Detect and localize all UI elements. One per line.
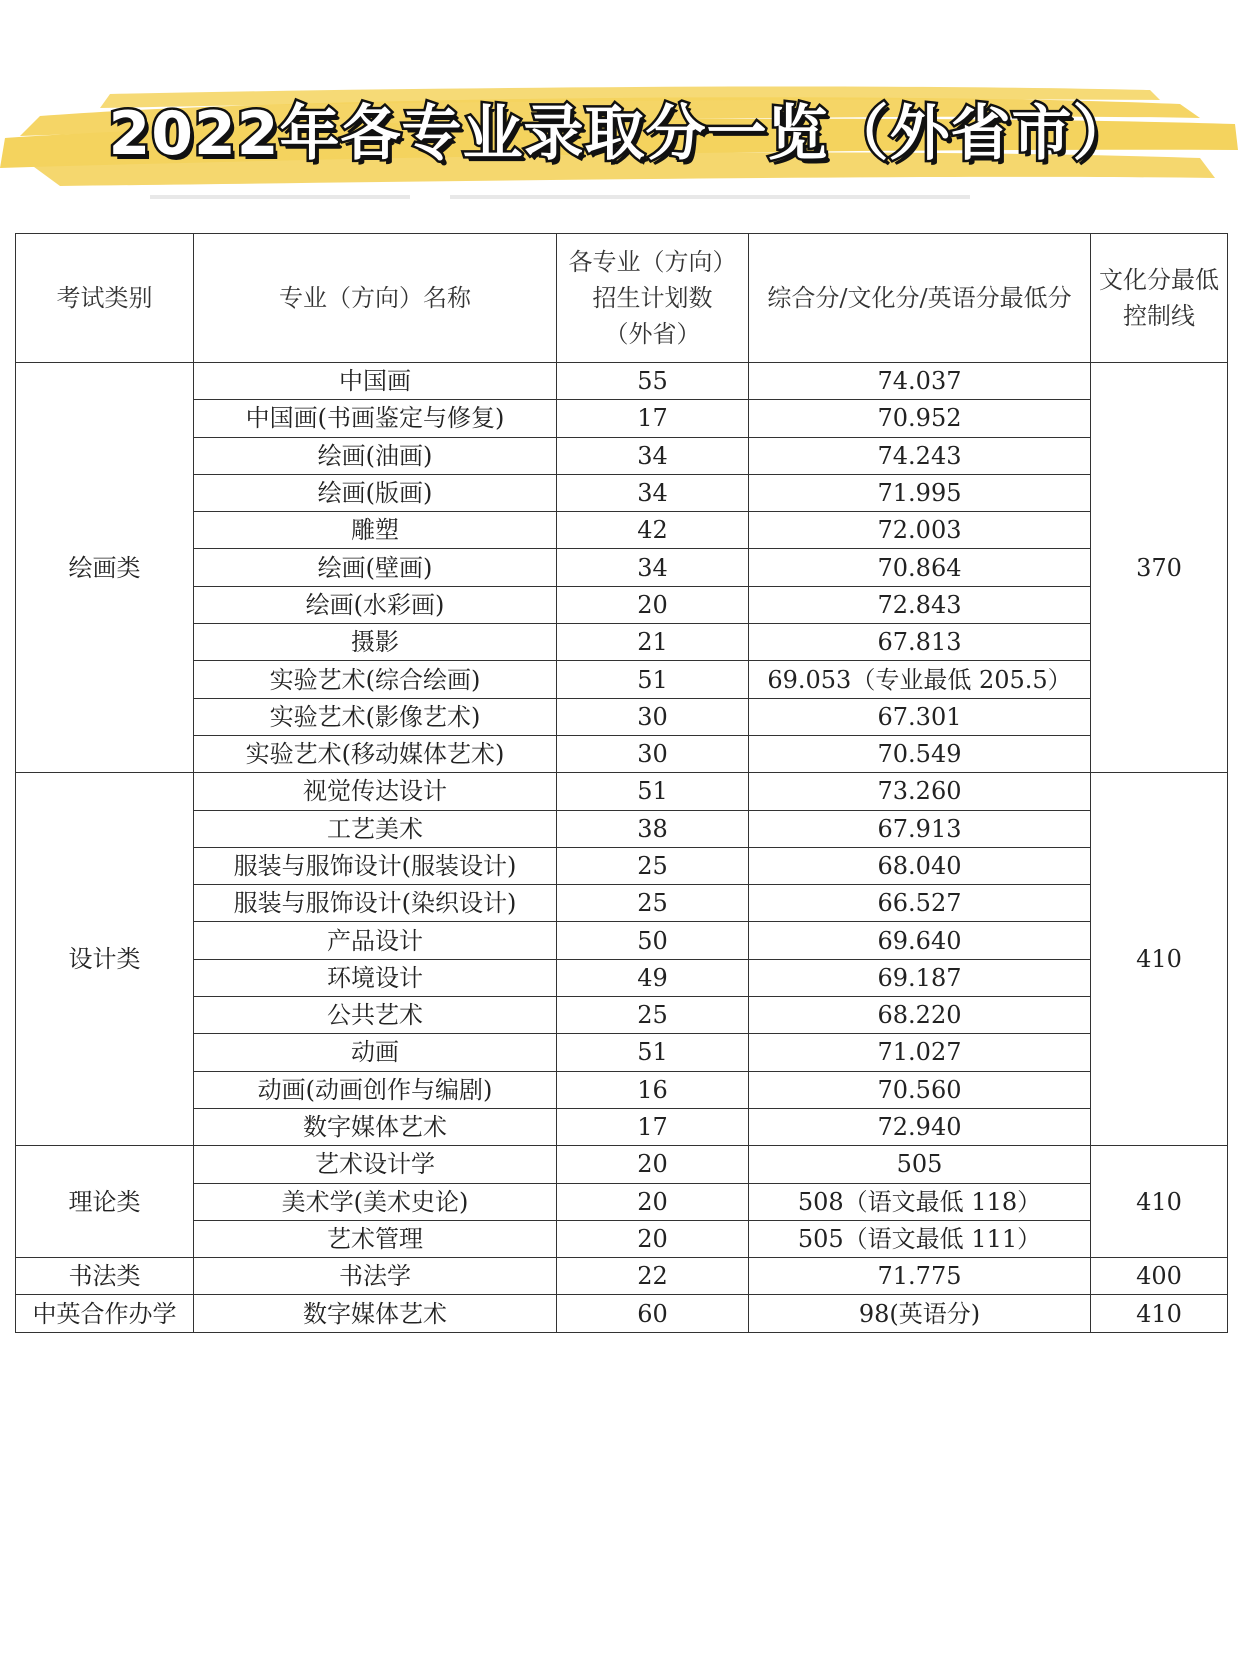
admission-score-table [15, 233, 1228, 1333]
major-cell: 雕塑 [194, 512, 557, 549]
control-line-cell: 410 [1091, 1295, 1228, 1332]
major-cell: 绘画(版画) [194, 474, 557, 511]
plan-cell: 17 [557, 1108, 749, 1145]
table-row [16, 363, 1228, 400]
table-row [16, 922, 1228, 959]
category-cell: 书法类 [16, 1258, 194, 1295]
score-cell: 68.220 [749, 997, 1091, 1034]
score-cell: 70.549 [749, 735, 1091, 772]
category-cell: 中英合作办学 [16, 1295, 194, 1332]
major-cell: 中国画 [194, 363, 557, 400]
control-line-cell: 410 [1091, 1146, 1228, 1258]
table-row [16, 1258, 1228, 1295]
score-cell: 68.040 [749, 847, 1091, 884]
major-cell: 动画 [194, 1034, 557, 1071]
major-cell: 服装与服饰设计(服装设计) [194, 847, 557, 884]
major-cell: 艺术设计学 [194, 1146, 557, 1183]
plan-cell: 60 [557, 1295, 749, 1332]
score-cell: 74.037 [749, 363, 1091, 400]
header-plan: 各专业（方向） 招生计划数 （外省） [557, 234, 749, 363]
major-cell: 视觉传达设计 [194, 773, 557, 810]
plan-cell: 51 [557, 773, 749, 810]
table-row [16, 810, 1228, 847]
plan-cell: 22 [557, 1258, 749, 1295]
major-cell: 数字媒体艺术 [194, 1295, 557, 1332]
score-cell: 69.187 [749, 959, 1091, 996]
header-control: 文化分最低 控制线 [1091, 234, 1228, 363]
plan-cell: 49 [557, 959, 749, 996]
plan-cell: 55 [557, 363, 749, 400]
major-cell: 产品设计 [194, 922, 557, 959]
page-title: 2022年各专业录取分一览（外省市） [108, 99, 1134, 169]
score-cell: 69.640 [749, 922, 1091, 959]
category-cell: 理论类 [16, 1146, 194, 1258]
header-category: 考试类别 [16, 234, 194, 363]
category-cell: 设计类 [16, 773, 194, 1146]
major-cell: 绘画(水彩画) [194, 586, 557, 623]
table-row [16, 400, 1228, 437]
plan-cell: 25 [557, 847, 749, 884]
major-cell: 摄影 [194, 624, 557, 661]
table-row [16, 698, 1228, 735]
score-cell: 67.913 [749, 810, 1091, 847]
score-cell: 70.560 [749, 1071, 1091, 1108]
plan-cell: 50 [557, 922, 749, 959]
plan-cell: 34 [557, 437, 749, 474]
score-cell: 505 [749, 1146, 1091, 1183]
table-row [16, 1034, 1228, 1071]
score-cell: 66.527 [749, 885, 1091, 922]
major-cell: 服装与服饰设计(染织设计) [194, 885, 557, 922]
faint-divider [450, 195, 970, 199]
plan-cell: 20 [557, 1146, 749, 1183]
plan-cell: 34 [557, 474, 749, 511]
table-row [16, 474, 1228, 511]
score-cell: 505（语文最低 111） [749, 1220, 1091, 1257]
major-cell: 动画(动画创作与编剧) [194, 1071, 557, 1108]
plan-cell: 21 [557, 624, 749, 661]
score-cell: 67.301 [749, 698, 1091, 735]
plan-cell: 51 [557, 1034, 749, 1071]
plan-cell: 30 [557, 735, 749, 772]
score-cell: 67.813 [749, 624, 1091, 661]
major-cell: 实验艺术(移动媒体艺术) [194, 735, 557, 772]
table-row [16, 1146, 1228, 1183]
table-row [16, 997, 1228, 1034]
major-cell: 数字媒体艺术 [194, 1108, 557, 1145]
table-row [16, 1295, 1228, 1332]
score-cell: 72.843 [749, 586, 1091, 623]
score-cell: 71.775 [749, 1258, 1091, 1295]
table-row [16, 437, 1228, 474]
score-cell: 71.027 [749, 1034, 1091, 1071]
score-cell: 71.995 [749, 474, 1091, 511]
score-cell: 98(英语分) [749, 1295, 1091, 1332]
major-cell: 实验艺术(综合绘画) [194, 661, 557, 698]
plan-cell: 51 [557, 661, 749, 698]
plan-cell: 17 [557, 400, 749, 437]
table-row [16, 512, 1228, 549]
table-row [16, 661, 1228, 698]
score-cell: 73.260 [749, 773, 1091, 810]
plan-cell: 16 [557, 1071, 749, 1108]
table-row [16, 1220, 1228, 1257]
table-row [16, 735, 1228, 772]
table-row [16, 959, 1228, 996]
major-cell: 美术学(美术史论) [194, 1183, 557, 1220]
plan-cell: 20 [557, 1220, 749, 1257]
plan-cell: 30 [557, 698, 749, 735]
plan-cell: 25 [557, 997, 749, 1034]
table-row [16, 1108, 1228, 1145]
plan-cell: 20 [557, 1183, 749, 1220]
score-cell: 72.940 [749, 1108, 1091, 1145]
score-cell: 508（语文最低 118） [749, 1183, 1091, 1220]
major-cell: 实验艺术(影像艺术) [194, 698, 557, 735]
header-score: 综合分/文化分/英语分最低分 [749, 234, 1091, 363]
table-row [16, 1071, 1228, 1108]
control-line-cell: 370 [1091, 363, 1228, 773]
header-major: 专业（方向）名称 [194, 234, 557, 363]
major-cell: 环境设计 [194, 959, 557, 996]
score-cell: 70.864 [749, 549, 1091, 586]
table-row [16, 1183, 1228, 1220]
score-cell: 70.952 [749, 400, 1091, 437]
major-cell: 中国画(书画鉴定与修复) [194, 400, 557, 437]
table-row [16, 624, 1228, 661]
major-cell: 绘画(壁画) [194, 549, 557, 586]
major-cell: 公共艺术 [194, 997, 557, 1034]
table-row [16, 773, 1228, 810]
table-row [16, 847, 1228, 884]
score-cell: 72.003 [749, 512, 1091, 549]
table-row [16, 549, 1228, 586]
control-line-cell: 410 [1091, 773, 1228, 1146]
table-row [16, 586, 1228, 623]
major-cell: 书法学 [194, 1258, 557, 1295]
control-line-cell: 400 [1091, 1258, 1228, 1295]
table-header-row [16, 234, 1228, 363]
plan-cell: 38 [557, 810, 749, 847]
plan-cell: 42 [557, 512, 749, 549]
plan-cell: 25 [557, 885, 749, 922]
plan-cell: 20 [557, 586, 749, 623]
table-row [16, 885, 1228, 922]
category-cell: 绘画类 [16, 363, 194, 773]
plan-cell: 34 [557, 549, 749, 586]
score-cell: 69.053（专业最低 205.5） [749, 661, 1091, 698]
major-cell: 工艺美术 [194, 810, 557, 847]
score-cell: 74.243 [749, 437, 1091, 474]
faint-divider [150, 195, 410, 199]
major-cell: 绘画(油画) [194, 437, 557, 474]
major-cell: 艺术管理 [194, 1220, 557, 1257]
